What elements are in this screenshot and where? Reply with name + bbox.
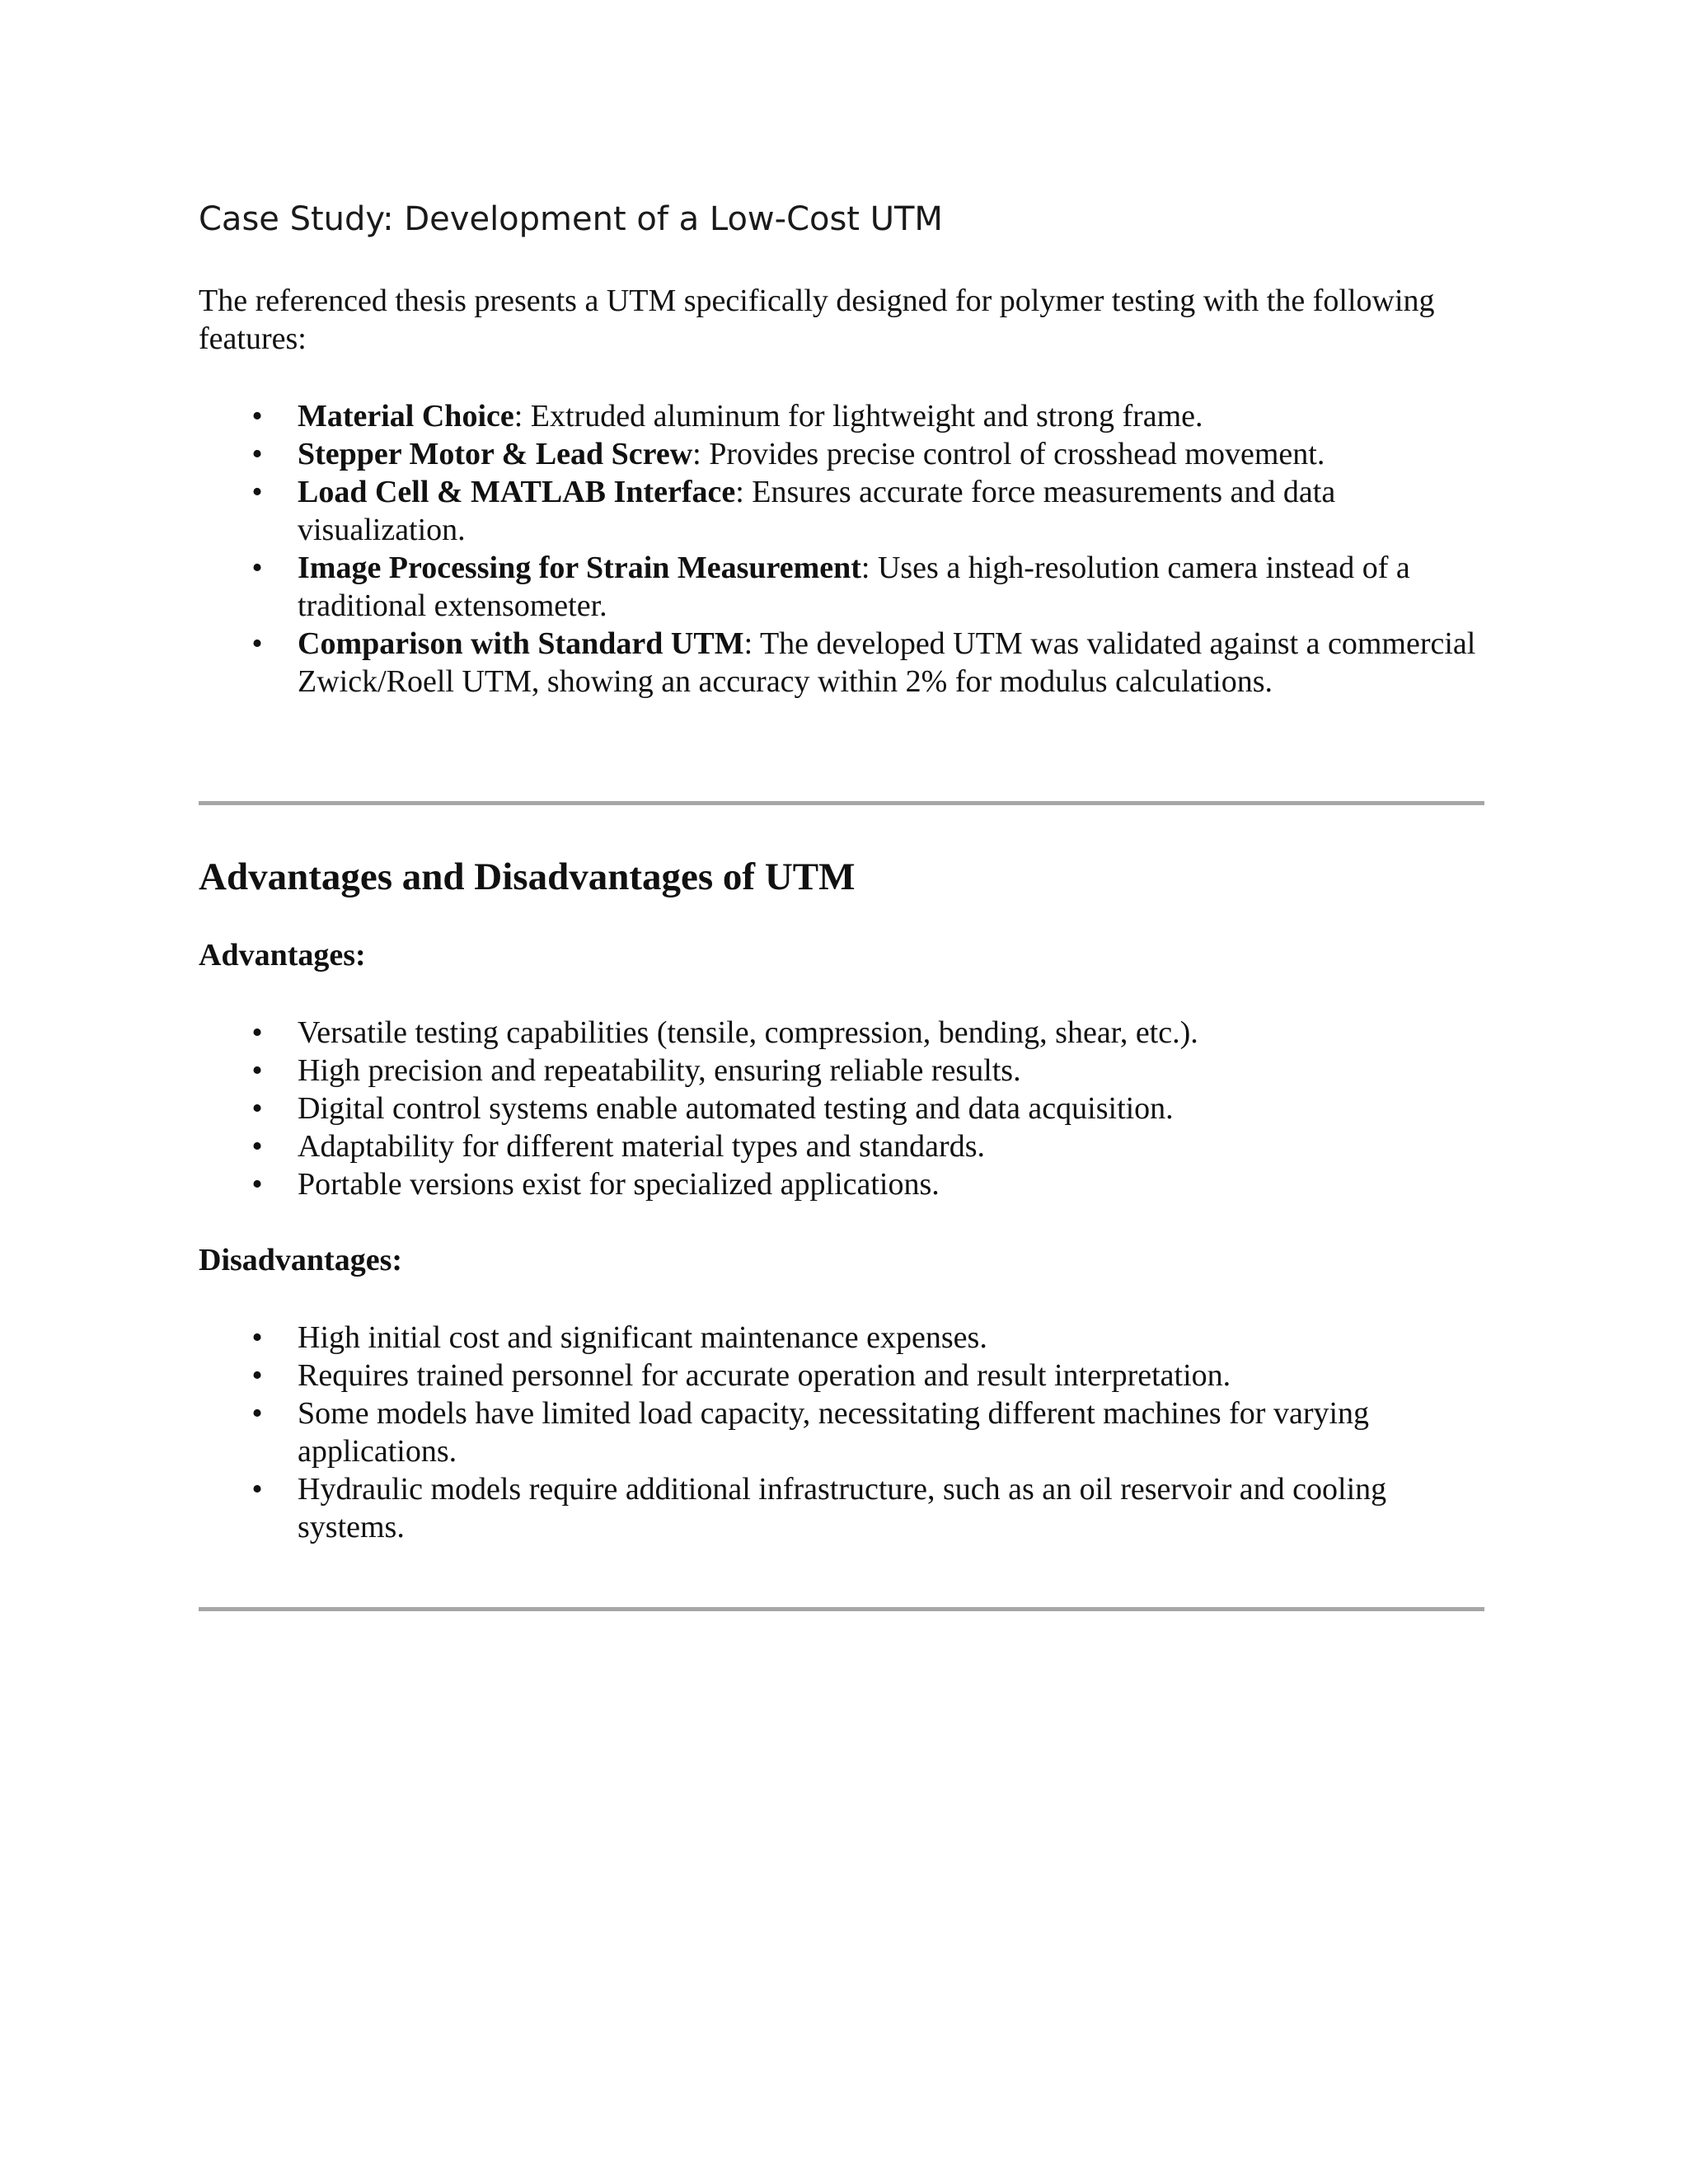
bullet-icon: • (251, 1091, 263, 1126)
list-item (199, 1394, 1484, 1470)
bullet-icon: • (251, 1129, 263, 1164)
bullet-icon: • (251, 1358, 263, 1393)
feature-text: : Provides precise control of crosshead movement. (692, 437, 1325, 471)
horizontal-rule (199, 1607, 1484, 1611)
list-item (199, 435, 1484, 473)
bullet-icon: • (251, 399, 263, 434)
list-item-text: High precision and repeatability, ensuring reliable results. (298, 1053, 1021, 1088)
list-item (199, 1357, 1484, 1394)
section-heading: Advantages and Disadvantages of UTM (199, 855, 856, 898)
disadvantages-heading: Disadvantages: (199, 1243, 403, 1277)
horizontal-rule (199, 801, 1484, 805)
list-item (199, 1014, 1484, 1052)
advantages-list (199, 1014, 1484, 1203)
list-item-text: High initial cost and significant maintenance expenses. (298, 1320, 987, 1355)
bullet-icon: • (251, 1053, 263, 1088)
bullet-icon: • (251, 1015, 263, 1050)
list-item-text: Some models have limited load capacity, necessitating different machines for varying applications. (298, 1396, 1370, 1469)
feature-term: Load Cell & MATLAB Interface (298, 475, 736, 509)
case-study-title: Case Study: Development of a Low-Cost UTM (199, 200, 943, 238)
feature-term: Stepper Motor & Lead Screw (298, 437, 693, 471)
bullet-icon: • (251, 1167, 263, 1202)
list-item (199, 1470, 1484, 1546)
feature-term: Image Processing for Strain Measurement (298, 551, 861, 585)
feature-text: : Extruded aluminum for lightweight and strong frame. (513, 399, 1203, 434)
list-item-text: Portable versions exist for specialized applications. (298, 1167, 940, 1202)
feature-text: : Ensures accurate force measurements and data visualization. (298, 475, 1336, 547)
disadvantages-list (199, 1319, 1484, 1546)
list-item (199, 1319, 1484, 1357)
list-item (199, 549, 1484, 625)
bullet-icon: • (251, 1472, 263, 1507)
intro-paragraph: The referenced thesis presents a UTM specifically designed for polymer testing with the following features: (199, 284, 1435, 356)
list-item (199, 473, 1484, 549)
list-item-text: Versatile testing capabilities (tensile, compression, bending, shear, etc.). (298, 1015, 1198, 1050)
feature-term: Comparison with Standard UTM (298, 626, 744, 661)
list-item-text: Digital control systems enable automated testing and data acquisition. (298, 1091, 1174, 1126)
list-item-text: Adaptability for different material types and standards. (298, 1129, 985, 1164)
bullet-icon: • (251, 437, 263, 471)
bullet-icon: • (251, 1320, 263, 1355)
feature-term: Material Choice (298, 399, 514, 434)
list-item (199, 1090, 1484, 1127)
list-item (199, 1052, 1484, 1090)
advantages-heading: Advantages: (199, 938, 366, 972)
list-item (199, 397, 1484, 435)
feature-text: : Uses a high-resolution camera instead of a traditional extensometer. (298, 551, 1410, 623)
bullet-icon: • (251, 626, 263, 661)
list-item-text: Hydraulic models require additional infrastructure, such as an oil reservoir and cooling systems. (298, 1472, 1387, 1544)
list-item (199, 1165, 1484, 1203)
list-item (199, 625, 1484, 701)
features-list (199, 397, 1484, 701)
bullet-icon: • (251, 1396, 263, 1431)
list-item-text: Requires trained personnel for accurate operation and result interpretation. (298, 1358, 1231, 1393)
list-item (199, 1127, 1484, 1165)
bullet-icon: • (251, 551, 263, 585)
bullet-icon: • (251, 475, 263, 509)
feature-text: : The developed UTM was validated against a commercial Zwick/Roell UTM, showing an accuracy within 2% for modulus calculations. (298, 626, 1476, 699)
